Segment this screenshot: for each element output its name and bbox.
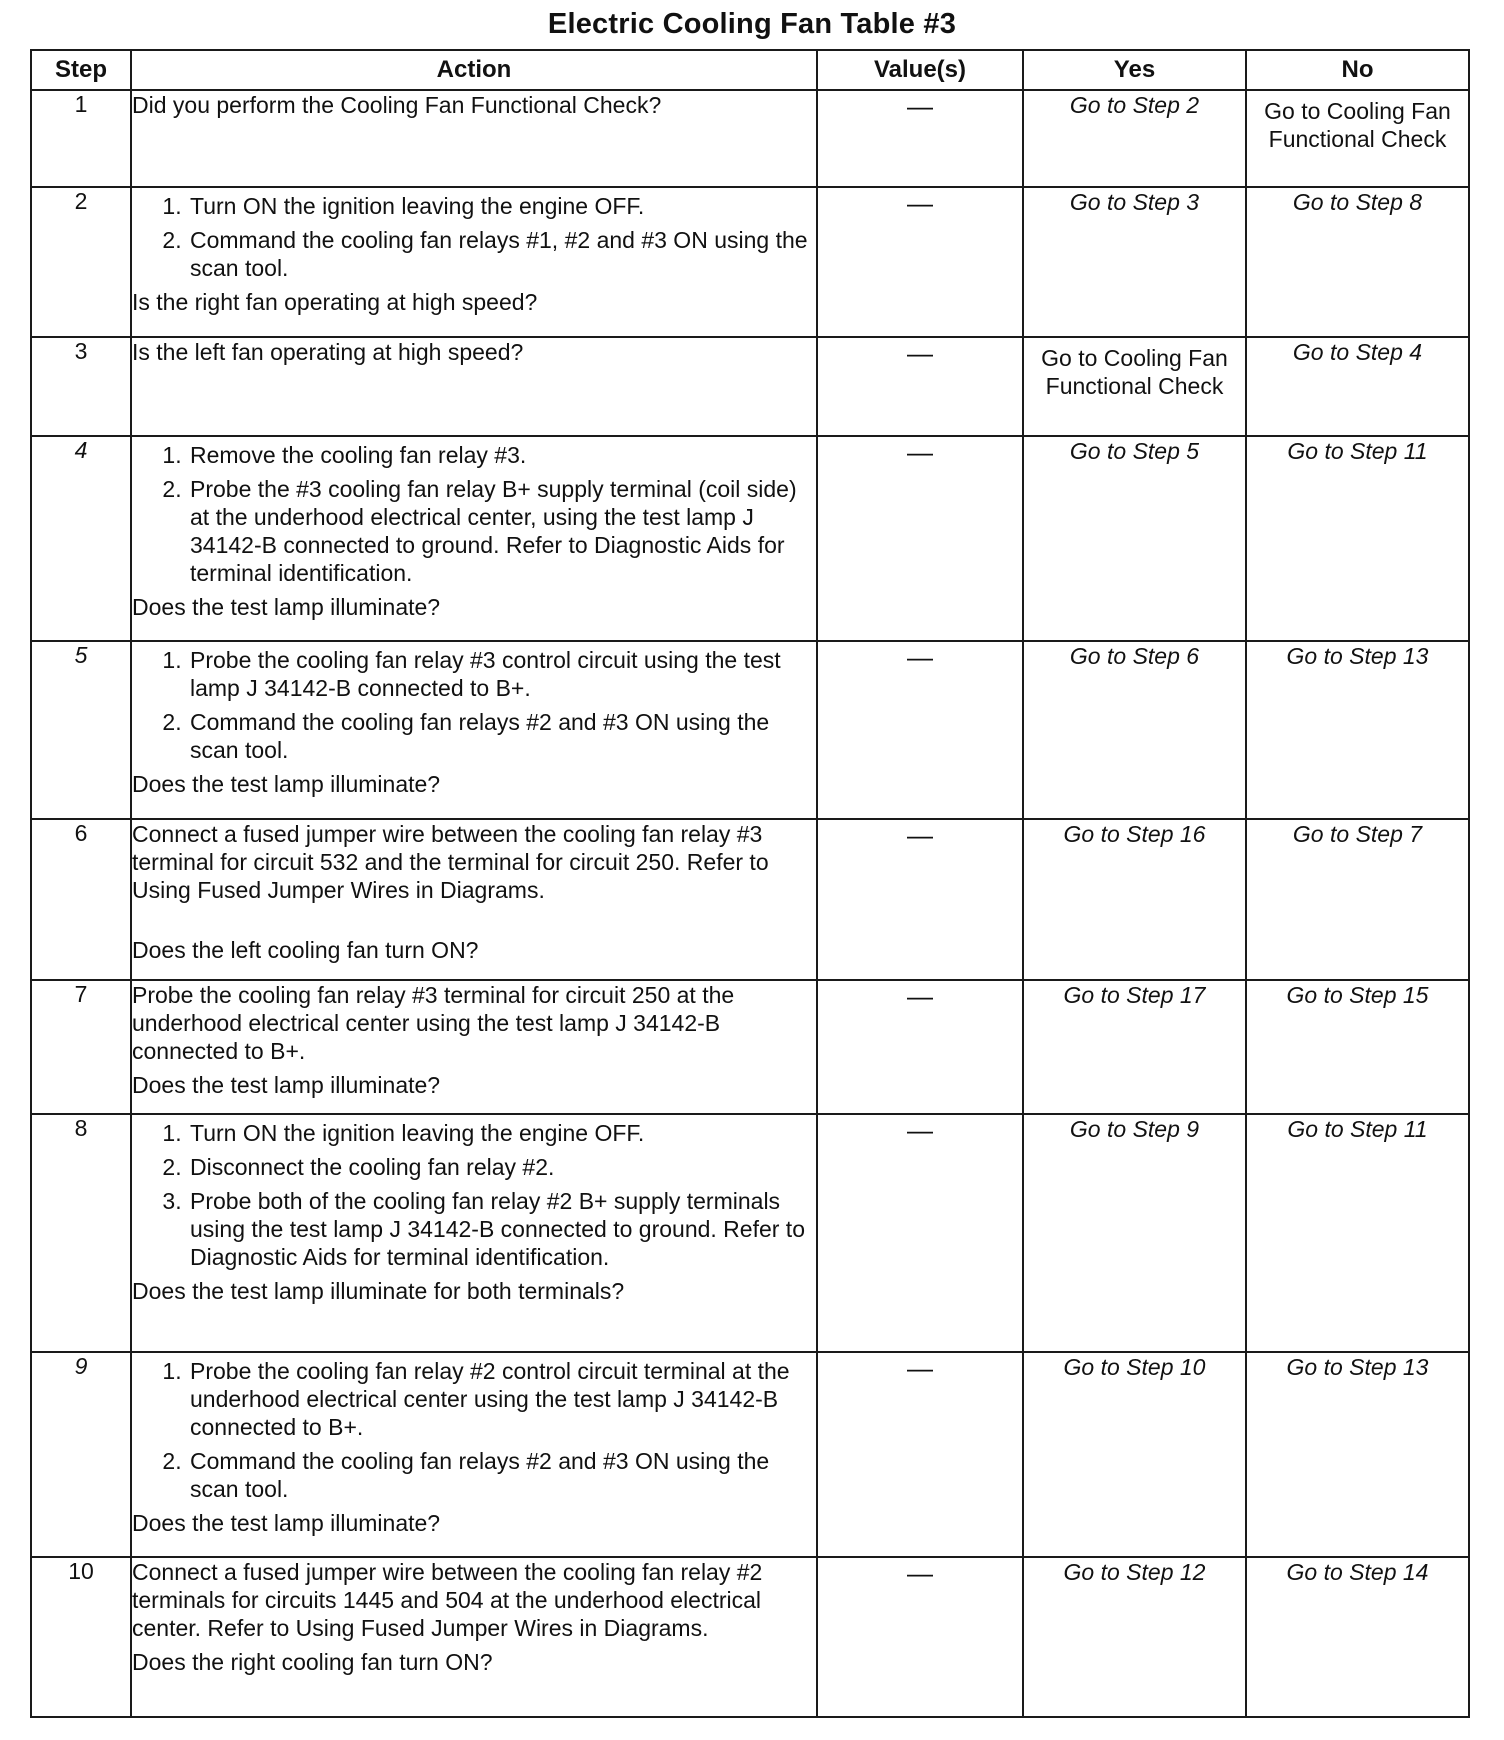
action-cell — [131, 1114, 817, 1352]
table-row — [31, 980, 1469, 1114]
yes-goto: Go to Step 2 — [1069, 92, 1200, 118]
no-goto: Go to Step 11 — [1287, 1116, 1428, 1142]
table-row — [31, 337, 1469, 436]
yes-goto: Go to Step 3 — [1069, 189, 1200, 215]
yes-cell — [1023, 1114, 1246, 1352]
step-number: 9 — [31, 1352, 131, 1557]
substep: 1. Turn ON the ignition leaving the engine OFF. — [188, 192, 816, 220]
yes-goto: Go to Cooling Fan Functional Check — [1041, 345, 1228, 399]
step-number: 10 — [31, 1557, 131, 1717]
action-question: Does the right cooling fan turn ON? — [132, 1649, 493, 1675]
substep-list — [132, 1357, 816, 1503]
substep: 1. Remove the cooling fan relay #3. — [188, 441, 816, 469]
yes-goto: Go to Step 16 — [1063, 821, 1206, 847]
table-row — [31, 819, 1469, 980]
substep-list — [132, 1119, 816, 1271]
action-cell — [131, 90, 817, 187]
value-cell: — — [817, 337, 1023, 436]
step-number: 4 — [31, 436, 131, 641]
yes-cell — [1023, 90, 1246, 187]
diagnostic-table — [30, 49, 1470, 1718]
table-row — [31, 187, 1469, 337]
action-cell — [131, 1557, 817, 1717]
table-row — [31, 641, 1469, 819]
no-goto: Go to Step 15 — [1286, 982, 1429, 1008]
substep: 3. Probe both of the cooling fan relay #2 B+ supply terminals using the test lamp J 34142-B connected to ground. Refer to Diagnostic Aids for terminal identification. — [188, 1187, 816, 1271]
substep: 1. Turn ON the ignition leaving the engine OFF. — [188, 1119, 816, 1147]
step-number: 2 — [31, 187, 131, 337]
header-row — [31, 50, 1469, 90]
table-row — [31, 1352, 1469, 1557]
no-cell — [1246, 337, 1469, 436]
action-cell — [131, 436, 817, 641]
no-goto: Go to Step 8 — [1292, 189, 1423, 215]
substep: 2. Command the cooling fan relays #1, #2 and #3 ON using the scan tool. — [188, 226, 816, 282]
no-cell — [1246, 1114, 1469, 1352]
no-cell — [1246, 819, 1469, 980]
value-cell: — — [817, 980, 1023, 1114]
yes-goto: Go to Step 5 — [1069, 438, 1200, 464]
action-text: Connect a fused jumper wire between the cooling fan relay #3 terminal for circuit 532 and the terminal for circuit 250. Refer to Using Fused Jumper Wires in Diagrams. — [132, 821, 769, 903]
action-text: Probe the cooling fan relay #3 terminal for circuit 250 at the underhood electrical center using the test lamp J 34142-B connected to B+. — [132, 982, 735, 1064]
table-row — [31, 90, 1469, 187]
no-goto: Go to Step 13 — [1286, 643, 1429, 669]
yes-goto: Go to Step 6 — [1069, 643, 1200, 669]
substep-list — [132, 192, 816, 282]
action-question: Is the right fan operating at high speed? — [132, 289, 538, 315]
action-question: Did you perform the Cooling Fan Functional Check? — [132, 92, 662, 118]
no-goto: Go to Step 4 — [1292, 339, 1423, 365]
no-cell — [1246, 641, 1469, 819]
yes-cell — [1023, 1557, 1246, 1717]
action-question: Does the test lamp illuminate for both terminals? — [132, 1278, 625, 1304]
no-cell — [1246, 187, 1469, 337]
action-cell — [131, 819, 817, 980]
value-cell: — — [817, 1114, 1023, 1352]
table-row — [31, 1557, 1469, 1717]
yes-cell — [1023, 1352, 1246, 1557]
substep: 2. Probe the #3 cooling fan relay B+ supply terminal (coil side) at the underhood electrical center, using the test lamp J 34142-B connected to ground. Refer to Diagnostic Aids for terminal identification. — [188, 475, 816, 587]
yes-goto: Go to Step 9 — [1069, 1116, 1200, 1142]
step-number: 3 — [31, 337, 131, 436]
value-cell: — — [817, 1352, 1023, 1557]
header-action: Action — [131, 50, 817, 90]
action-cell — [131, 1352, 817, 1557]
yes-cell — [1023, 337, 1246, 436]
value-cell: — — [817, 819, 1023, 980]
substep: 1. Probe the cooling fan relay #2 control circuit terminal at the underhood electrical center using the test lamp J 34142-B connected to B+. — [188, 1357, 816, 1441]
step-number: 8 — [31, 1114, 131, 1352]
no-goto: Go to Step 11 — [1287, 438, 1428, 464]
yes-goto: Go to Step 12 — [1063, 1559, 1206, 1585]
yes-cell — [1023, 187, 1246, 337]
action-question: Does the test lamp illuminate? — [132, 1072, 441, 1098]
substep-list — [132, 646, 816, 764]
value-cell: — — [817, 90, 1023, 187]
table-row — [31, 436, 1469, 641]
yes-goto: Go to Step 10 — [1063, 1354, 1206, 1380]
step-number: 5 — [31, 641, 131, 819]
action-question: Does the left cooling fan turn ON? — [132, 937, 479, 963]
yes-cell — [1023, 641, 1246, 819]
substep: 2. Disconnect the cooling fan relay #2. — [188, 1153, 816, 1181]
no-cell — [1246, 1557, 1469, 1717]
substep-list — [132, 441, 816, 587]
step-number: 6 — [31, 819, 131, 980]
no-goto: Go to Step 7 — [1292, 821, 1423, 847]
no-cell — [1246, 436, 1469, 641]
no-goto: Go to Cooling Fan Functional Check — [1264, 98, 1451, 152]
action-cell — [131, 337, 817, 436]
header-values: Value(s) — [817, 50, 1023, 90]
substep: 2. Command the cooling fan relays #2 and #3 ON using the scan tool. — [188, 708, 816, 764]
header-yes: Yes — [1023, 50, 1246, 90]
action-cell — [131, 980, 817, 1114]
action-question: Is the left fan operating at high speed? — [132, 339, 524, 365]
header-no: No — [1246, 50, 1469, 90]
table-row — [31, 1114, 1469, 1352]
action-cell — [131, 641, 817, 819]
action-question: Does the test lamp illuminate? — [132, 1510, 441, 1536]
substep: 2. Command the cooling fan relays #2 and #3 ON using the scan tool. — [188, 1447, 816, 1503]
yes-cell — [1023, 980, 1246, 1114]
action-text: Connect a fused jumper wire between the cooling fan relay #2 terminals for circuits 1445 and 504 at the underhood electrical center. Refer to Using Fused Jumper Wires in Diagrams. — [132, 1559, 763, 1641]
substep: 1. Probe the cooling fan relay #3 control circuit using the test lamp J 34142-B connected to B+. — [188, 646, 816, 702]
value-cell: — — [817, 641, 1023, 819]
action-cell — [131, 187, 817, 337]
no-cell — [1246, 90, 1469, 187]
value-cell: — — [817, 436, 1023, 641]
no-cell — [1246, 980, 1469, 1114]
action-question: Does the test lamp illuminate? — [132, 771, 441, 797]
yes-cell — [1023, 436, 1246, 641]
header-step: Step — [31, 50, 131, 90]
yes-goto: Go to Step 17 — [1063, 982, 1206, 1008]
value-cell: — — [817, 187, 1023, 337]
no-cell — [1246, 1352, 1469, 1557]
no-goto: Go to Step 14 — [1286, 1559, 1429, 1585]
action-question: Does the test lamp illuminate? — [132, 594, 441, 620]
step-number: 7 — [31, 980, 131, 1114]
yes-cell — [1023, 819, 1246, 980]
no-goto: Go to Step 13 — [1286, 1354, 1429, 1380]
page-title: Electric Cooling Fan Table #3 — [547, 8, 957, 40]
step-number: 1 — [31, 90, 131, 187]
value-cell: — — [817, 1557, 1023, 1717]
